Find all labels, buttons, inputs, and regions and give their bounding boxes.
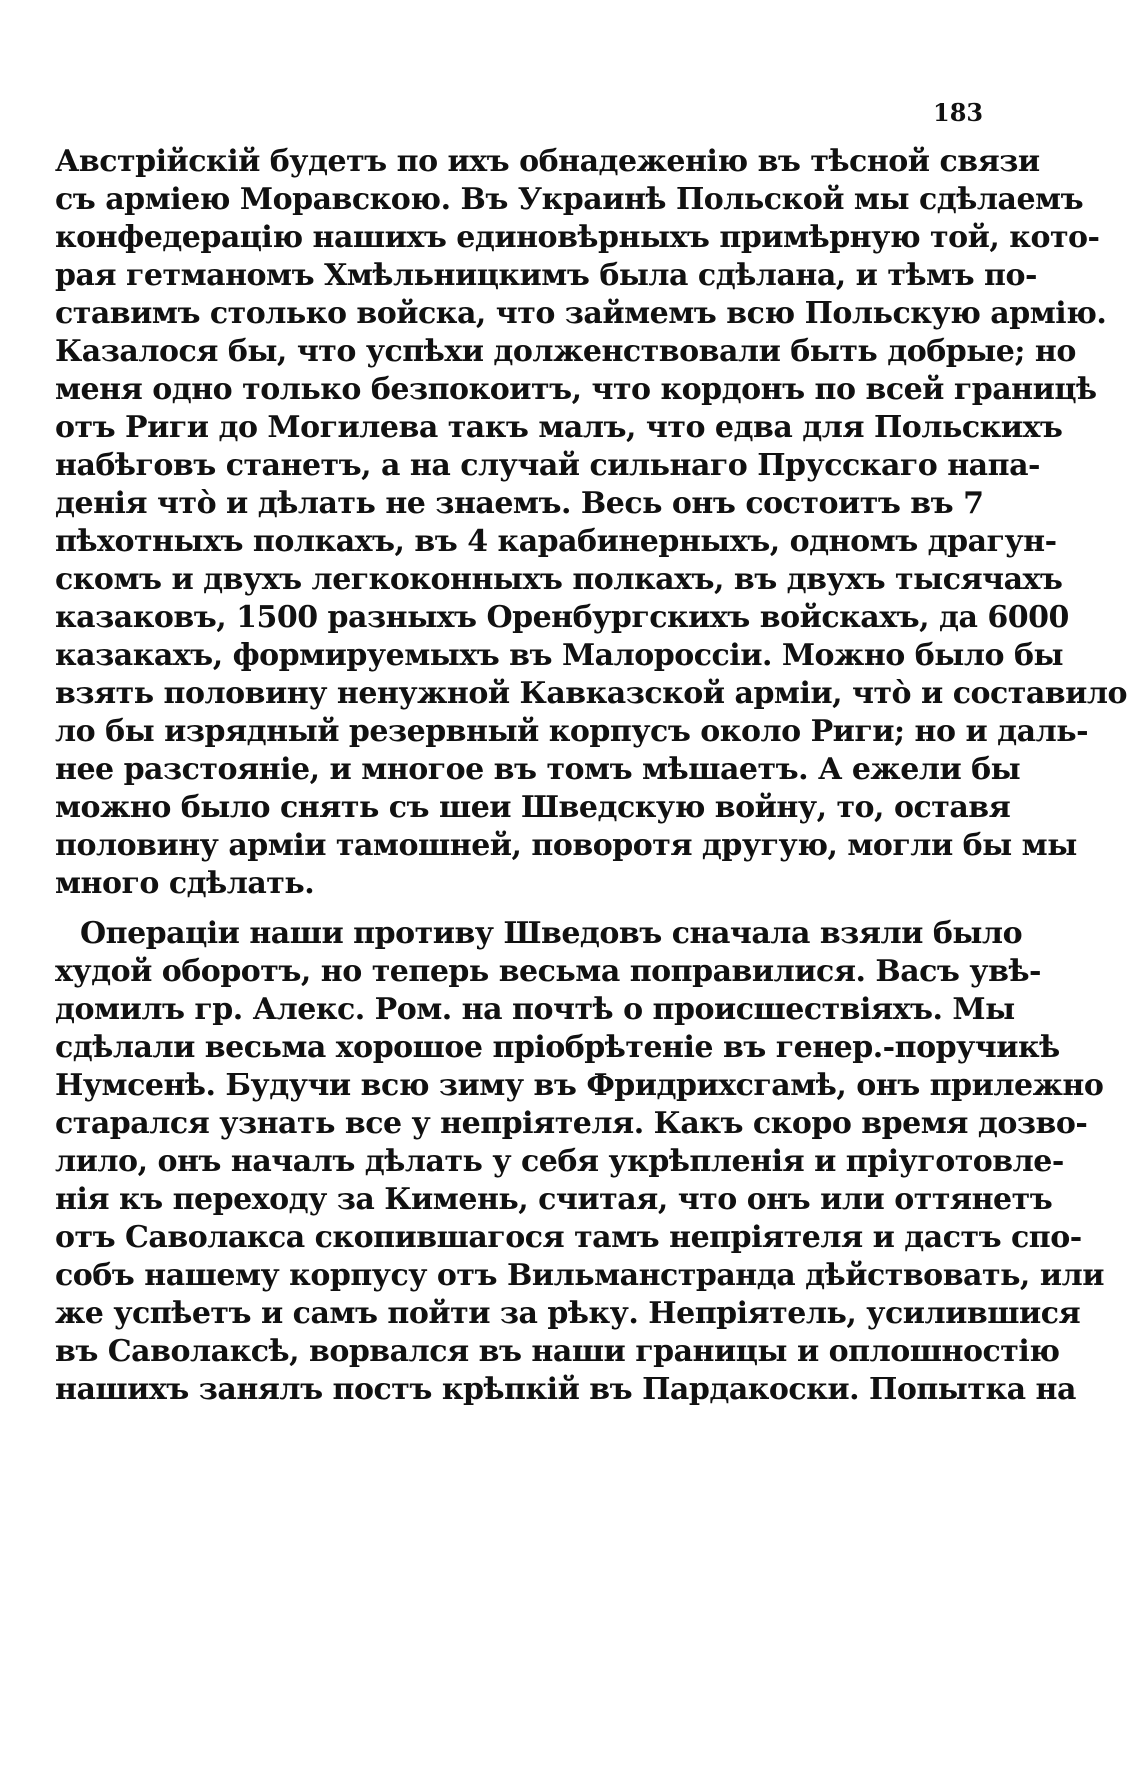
text-line: денія что̀ и дѣлать не знаемъ. Весь онъ состоитъ въ 7 bbox=[55, 486, 984, 521]
text-line: отъ Саволакса скопившагося тамъ непріятеля и дастъ спо- bbox=[55, 1220, 1082, 1255]
text-line: же успѣетъ и самъ пойти за рѣку. Непріятель, усилившися bbox=[55, 1296, 1081, 1331]
text-line: въ Саволаксѣ, ворвался въ наши границы и оплошностію bbox=[55, 1334, 1060, 1369]
text-line: набѣговъ станетъ, а на случай сильнаго Прусскаго напа- bbox=[55, 448, 1040, 483]
text-line: съ арміею Моравскою. Въ Украинѣ Польской мы сдѣлаемъ bbox=[55, 182, 1084, 217]
text-line: казакахъ, формируемыхъ въ Малороссіи. Можно было бы bbox=[55, 638, 1064, 673]
page-number: 183 bbox=[933, 98, 984, 127]
text-line: сдѣлали весьма хорошое пріобрѣтеніе въ генер.-поручикѣ bbox=[55, 1030, 1060, 1065]
text-line: ло бы изрядный резервный корпусъ около Риги; но и даль- bbox=[55, 714, 1089, 749]
text-line: Нумсенѣ. Будучи всю зиму въ Фридрихсгамѣ, онъ прилежно bbox=[55, 1068, 1104, 1103]
text-line: Казалося бы, что успѣхи долженствовали быть добрые; но bbox=[55, 334, 1076, 369]
text-line: старался узнать все у непріятеля. Какъ скоро время дозво- bbox=[55, 1106, 1088, 1141]
text-line: лило, онъ началъ дѣлать у себя укрѣпленія и пріуготовле- bbox=[55, 1144, 1064, 1179]
text-line: нія къ переходу за Кимень, считая, что онъ или оттянетъ bbox=[55, 1182, 1053, 1217]
text-line: рая гетманомъ Хмѣльницкимъ была сдѣлана, и тѣмъ по- bbox=[55, 258, 1037, 293]
text-line: отъ Риги до Могилева такъ малъ, что едва для Польскихъ bbox=[55, 410, 1063, 445]
text-line: меня одно только безпокоитъ, что кордонъ по всей границѣ bbox=[55, 372, 1097, 407]
text-line: много сдѣлать. bbox=[55, 866, 315, 901]
text-line: нашихъ занялъ постъ крѣпкій въ Пардакоски. Попытка на bbox=[55, 1372, 1076, 1407]
text-line: взять половину ненужной Кавказской арміи, что̀ и составило bbox=[55, 676, 1128, 711]
text-line: половину арміи тамошней, поворотя другую, могли бы мы bbox=[55, 828, 1077, 863]
text-line: можно было снять съ шеи Шведскую войну, то, оставя bbox=[55, 790, 1011, 825]
text-line: Операціи наши противу Шведовъ сначала взяли было bbox=[80, 916, 1023, 951]
text-line: собъ нашему корпусу отъ Вильманстранда дѣйствовать, или bbox=[55, 1258, 1104, 1293]
text-line: казаковъ, 1500 разныхъ Оренбургскихъ войскахъ, да 6000 bbox=[55, 600, 1069, 635]
text-line: скомъ и двухъ легкоконныхъ полкахъ, въ двухъ тысячахъ bbox=[55, 562, 1063, 597]
text-line: ставимъ столько войска, что займемъ всю Польскую армію. bbox=[55, 296, 1107, 331]
text-line: Австрійскій будетъ по ихъ обнадеженію въ тѣсной связи bbox=[55, 144, 1040, 179]
text-line: нее разстояніе, и многое въ томъ мѣшаетъ. А ежели бы bbox=[55, 752, 1021, 787]
text-line: домилъ гр. Алекс. Ром. на почтѣ о происшествіяхъ. Мы bbox=[55, 992, 1015, 1027]
text-line: худой оборотъ, но теперь весьма поправилися. Васъ увѣ- bbox=[55, 954, 1041, 989]
text-line: пѣхотныхъ полкахъ, въ 4 карабинерныхъ, одномъ драгун- bbox=[55, 524, 1057, 559]
text-line: конфедерацію нашихъ единовѣрныхъ примѣрную той, кото- bbox=[55, 220, 1100, 255]
